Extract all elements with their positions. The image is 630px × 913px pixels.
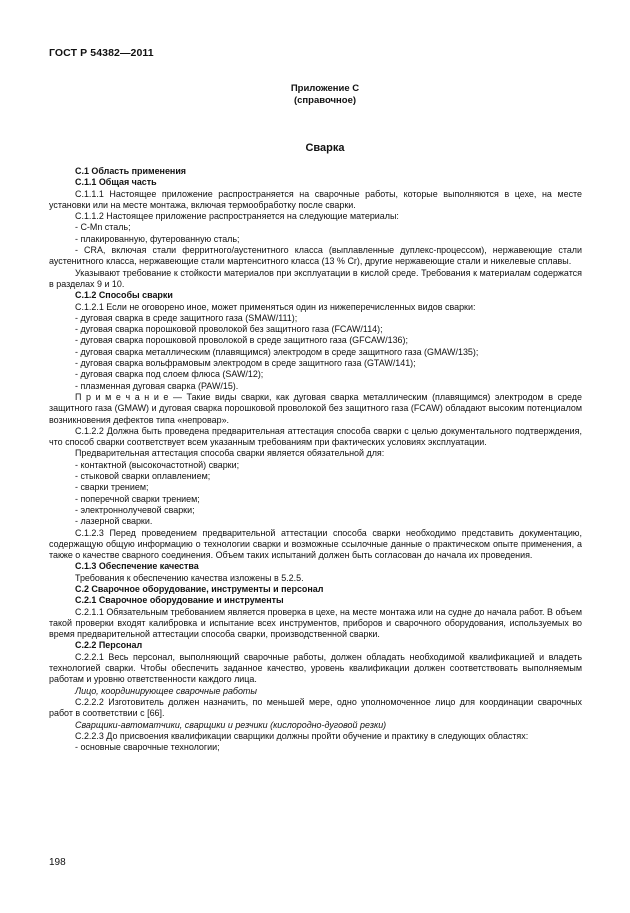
paragraph: - CRA, включая стали ферритного/аустенитного класса (выплавленные дуплекс-процессом), нержавеющие стали аустенитного класса, нержавеющие стали мартенситного класса (13 % Cr), другие нержавеющие стали и никелевые сплавы. (49, 245, 582, 267)
list-item: - сварки трением; (75, 482, 149, 493)
list-item: - электроннолучевой сварки; (75, 504, 195, 515)
list-item: - дуговая сварка вольфрамовым электродом в среде защитного газа (GTAW/141); (75, 358, 416, 369)
page-number: 198 (49, 857, 66, 868)
paragraph: Требования к обеспечению качества изложены в 5.2.5. (75, 572, 304, 583)
paragraph: Предварительная аттестация способа сварки является обязательной для: (75, 448, 385, 459)
italic-subheading: Сварщики-автоматчики, сварщики и резчики (кислородно-дуговой резки) (75, 719, 387, 730)
heading: С.2.1 Сварочное оборудование и инструменты (75, 595, 284, 606)
paragraph: С.2.2.1 Весь персонал, выполняющий сварочные работы, должен обладать необходимой квалификацией и владеть технологией сварки. Чтобы обеспечить заданное качество, уровень квалификации должен соответствовать выполняемым работам и уровню ответственности каждого лица. (49, 651, 582, 685)
paragraph: С.2.2.2 Изготовитель должен назначить, по меньшей мере, одно уполномоченное лицо для координации сварочных работ в соответствии с [66]. (49, 696, 582, 719)
document-header: ГОСТ Р 54382—2011 (49, 47, 154, 59)
list-item: - дуговая сварка в среде защитного газа (SMAW/111); (75, 312, 298, 323)
list-item: - лазерной сварки. (75, 516, 153, 527)
heading: С.1.2 Способы сварки (75, 290, 173, 301)
list-item: - плакированную, футерованную сталь; (75, 233, 240, 244)
paragraph: С.2.2.3 До присвоения квалификации сварщики должны пройти обучение и практику в следующих областях: (75, 730, 529, 741)
list-item: - C-Mn сталь; (75, 222, 131, 233)
note: П р и м е ч а н и е — Такие виды сварки, как дуговая сварка металлическим (плавящимся) электродом в среде защитного газа (GMAW) и дуговая сварка порошковой проволокой без защитного газа (FCAW) обладают высоким потенциалом возникновения дефектов типа «непровар». (49, 391, 582, 425)
heading: С.1.3 Обеспечение качества (75, 561, 199, 572)
paragraph: С.1.1.1 Настоящее приложение распространяется на сварочные работы, которые выполняются в цехе, на месте установки или на месте монтажа, включая термообработку после сварки. (49, 188, 582, 210)
list-item: - стыковой сварки оплавлением; (75, 471, 211, 482)
list-item: - дуговая сварка под слоем флюса (SAW/12); (75, 369, 264, 380)
section-title: Сварка (305, 142, 345, 154)
list-item: - дуговая сварка порошковой проволокой в среде защитного газа (GFCAW/136); (75, 335, 408, 346)
annex-title: Приложение С (290, 83, 360, 94)
annex-subtitle: (справочное) (293, 95, 357, 106)
paragraph: Указывают требование к стойкости материалов при эксплуатации в кислой среде. Требования к материалам содержатся в разделах 9 и 10. (49, 267, 582, 289)
heading: С.1.1 Общая часть (75, 177, 157, 188)
list-item: - плазменная дуговая сварка (PAW/15). (75, 380, 239, 391)
heading: С.2.2 Персонал (75, 640, 143, 651)
paragraph: С.1.2.3 Перед проведением предварительной аттестации способа сварки необходимо представить документацию, содержащую общую информацию о технологии сварки и возможные ссылочные данные о практическом опыте применения, а также о качестве сварного соединения. Объем таких испытаний должен быть согласован до начала их проведения. (49, 527, 582, 561)
paragraph: С.1.2.2 Должна быть проведена предварительная аттестация способа сварки с целью документального подтверждения, что способ сварки соответствует всем указанным требованиям при фактических условиях эксплуатации. (49, 425, 582, 448)
heading: С.2 Сварочное оборудование, инструменты и персонал (75, 583, 324, 594)
list-item: - основные сварочные технологии; (75, 742, 220, 753)
list-item: - дуговая сварка порошковой проволокой без защитного газа (FCAW/114); (75, 324, 383, 335)
list-item: - поперечной сварки трением; (75, 493, 200, 504)
paragraph: С.1.1.2 Настоящее приложение распространяется на следующие материалы: (75, 211, 399, 222)
paragraph: С.1.2.1 Если не оговорено иное, может применяться один из нижеперечисленных видов сварки: (75, 301, 476, 312)
list-item: - контактной (высокочастотной) сварки; (75, 459, 240, 470)
paragraph: С.2.1.1 Обязательным требованием является проверка в цехе, на месте монтажа или на судне до начала работ. В объем такой проверки входят калибровка и испытание всех инструментов, приборов и сварочного оборудования, используемых во время предварительной аттестации способа сварки, производственной сварки. (49, 606, 582, 640)
italic-subheading: Лицо, координирующее сварочные работы (75, 685, 257, 696)
list-item: - дуговая сварка металлическим (плавящимся) электродом в среде защитного газа (GMAW/135); (75, 346, 479, 357)
heading: С.1 Область применения (75, 166, 187, 176)
document-body (49, 166, 582, 753)
